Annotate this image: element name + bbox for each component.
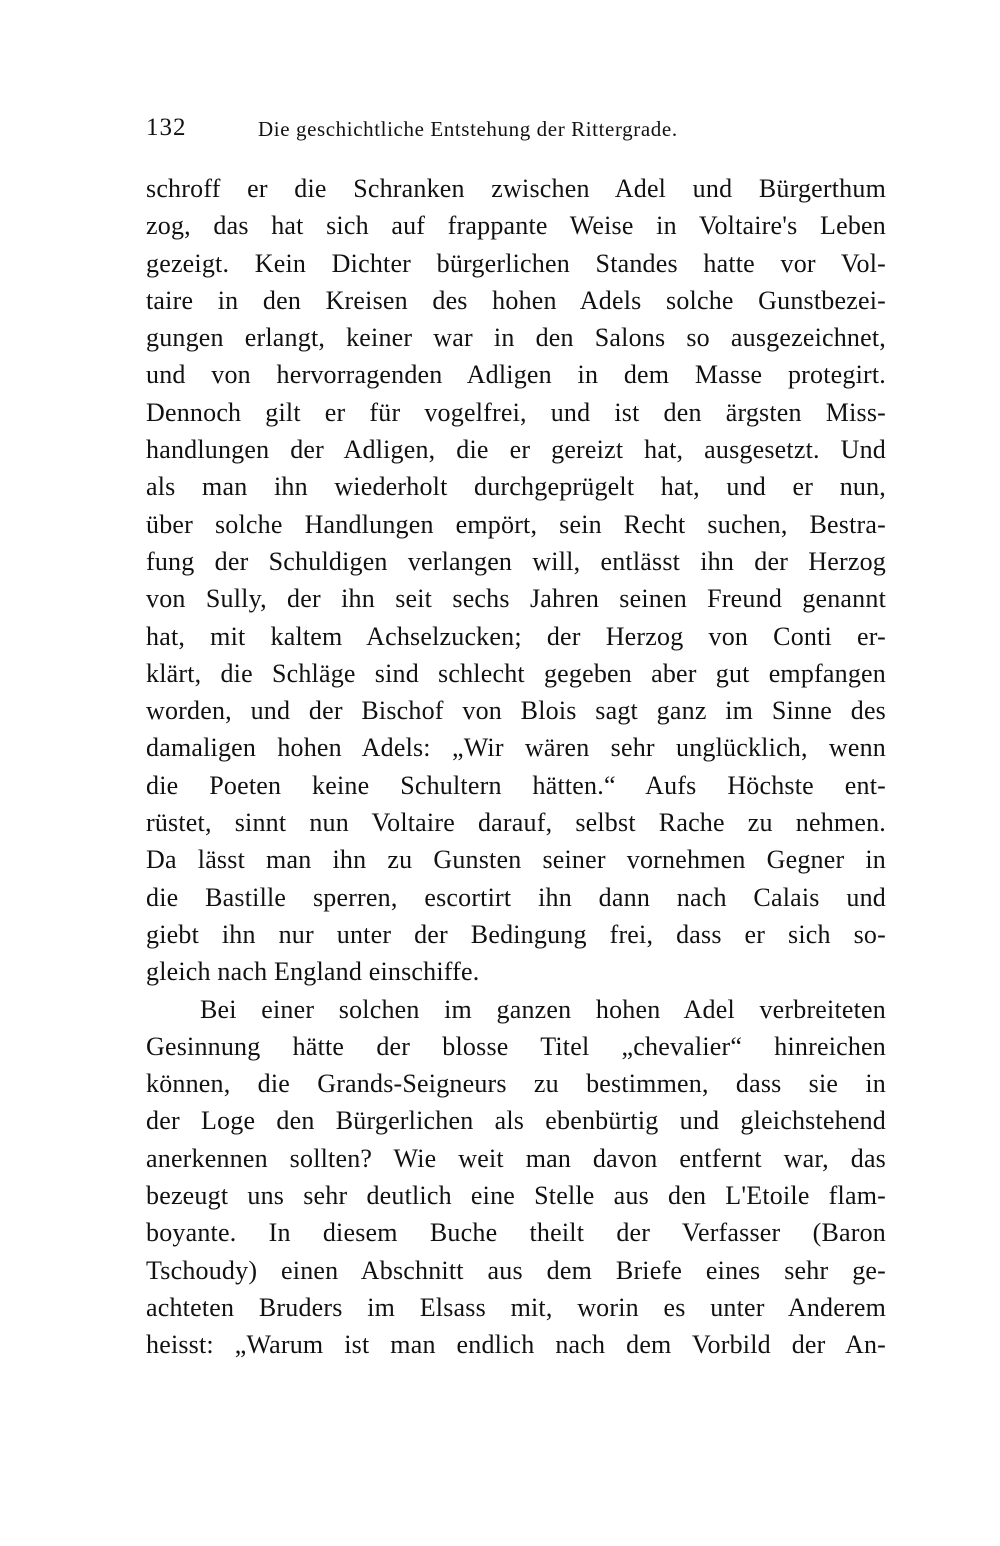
text-line-paragraph-start: Bei einer solchen im ganzen hohen Adel verbreiteten (200, 994, 886, 1024)
text-line: Dennoch gilt er für vogelfrei, und ist den ärgsten Miss- (146, 397, 886, 427)
text-line: bezeugt uns sehr deutlich eine Stelle aus den L'Etoile flam- (146, 1181, 886, 1211)
page-header (146, 113, 886, 143)
text-line: heisst: „Warum ist man endlich nach dem Vorbild der An- (146, 1330, 886, 1360)
text-line: gezeigt. Kein Dichter bürgerlichen Standes hatte vor Vol- (146, 248, 886, 278)
page-number: 132 (146, 114, 187, 141)
text-line: die Bastille sperren, escortirt ihn dann nach Calais und (146, 882, 886, 912)
text-line: hat, mit kaltem Achselzucken; der Herzog von Conti er- (146, 621, 886, 651)
text-line: zog, das hat sich auf frappante Weise in Voltaire's Leben (146, 211, 886, 241)
text-line: von Sully, der ihn seit sechs Jahren seinen Freund genannt (146, 584, 886, 614)
text-line: fung der Schuldigen verlangen will, entlässt ihn der Herzog (146, 546, 886, 576)
text-line: Tschoudy) einen Abschnitt aus dem Briefe eines sehr ge- (146, 1255, 886, 1285)
text-line-paragraph-end: gleich nach England einschiffe. (146, 957, 480, 987)
text-line: worden, und der Bischof von Blois sagt ganz im Sinne des (146, 696, 886, 726)
text-line: Da lässt man ihn zu Gunsten seiner vornehmen Gegner in (146, 845, 886, 875)
running-title: Die geschichtliche Entstehung der Rittergrade. (258, 117, 678, 141)
text-line: gungen erlangt, keiner war in den Salons so ausgezeichnet, (146, 323, 886, 353)
text-line: damaligen hohen Adels: „Wir wären sehr unglücklich, wenn (146, 733, 886, 763)
text-line: Gesinnung hätte der blosse Titel „chevalier“ hinreichen (146, 1031, 886, 1061)
text-line: können, die Grands-Seigneurs zu bestimmen, dass sie in (146, 1069, 886, 1099)
text-line: der Loge den Bürgerlichen als ebenbürtig und gleichstehend (146, 1106, 886, 1136)
text-line: über solche Handlungen empört, sein Recht suchen, Bestra- (146, 509, 886, 539)
text-line: giebt ihn nur unter der Bedingung frei, dass er sich so- (146, 919, 886, 949)
text-line: rüstet, sinnt nun Voltaire darauf, selbst Rache zu nehmen. (146, 808, 886, 838)
body-text (146, 170, 886, 1364)
text-line: die Poeten keine Schultern hätten.“ Aufs Höchste ent- (146, 770, 886, 800)
text-line: und von hervorragenden Adligen in dem Masse protegirt. (146, 360, 886, 390)
text-line: boyante. In diesem Buche theilt der Verfasser (Baron (146, 1218, 886, 1248)
text-line: taire in den Kreisen des hohen Adels solche Gunstbezei- (146, 285, 886, 315)
text-line: als man ihn wiederholt durchgeprügelt hat, und er nun, (146, 472, 886, 502)
text-line: klärt, die Schläge sind schlecht gegeben aber gut empfangen (146, 658, 886, 688)
text-line: schroff er die Schranken zwischen Adel und Bürgerthum (146, 174, 886, 203)
text-line: anerkennen sollten? Wie weit man davon entfernt war, das (146, 1143, 886, 1173)
text-line: achteten Bruders im Elsass mit, worin es unter Anderem (146, 1292, 886, 1322)
text-line: handlungen der Adligen, die er gereizt hat, ausgesetzt. Und (146, 435, 886, 465)
